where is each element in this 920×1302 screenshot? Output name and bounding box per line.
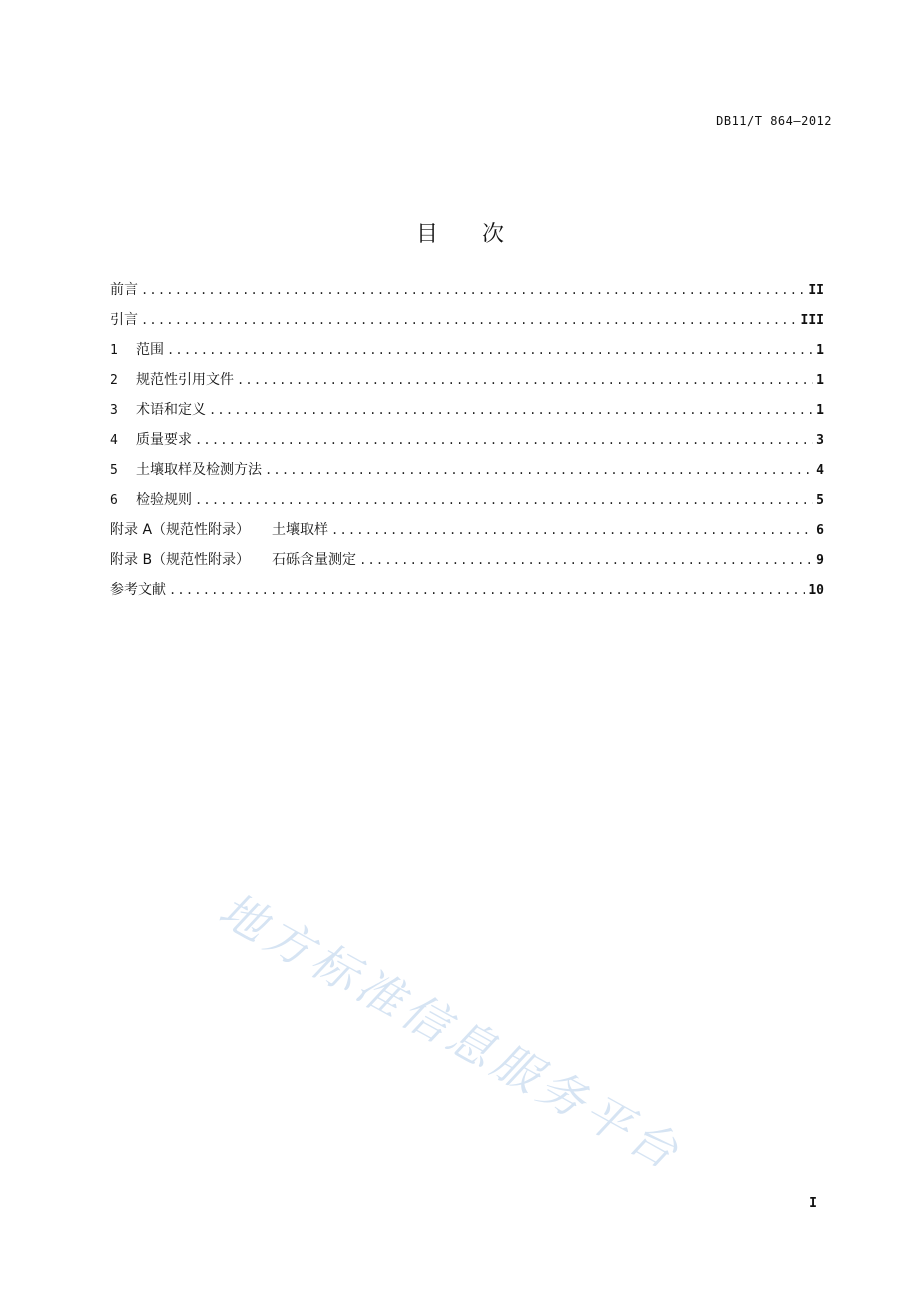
toc-leader-dots bbox=[331, 523, 813, 537]
toc-entry-label: 规范性引用文件 bbox=[136, 372, 234, 388]
toc-entry-label: 土壤取样及检测方法 bbox=[136, 462, 262, 478]
toc-entry-appendix-b[interactable] bbox=[110, 549, 824, 579]
toc-entry-terms-definitions[interactable] bbox=[110, 399, 824, 429]
watermark-text: 地方标准信息服务平台 bbox=[210, 882, 692, 1182]
toc-entry-page: 5 bbox=[816, 493, 824, 508]
toc-entry-page: 1 bbox=[816, 343, 824, 358]
toc-leader-dots bbox=[141, 283, 805, 297]
toc-entry-label: 检验规则 bbox=[136, 492, 192, 508]
toc-entry-label: 前言 bbox=[110, 282, 138, 298]
toc-entry-label: 质量要求 bbox=[136, 432, 192, 448]
toc-leader-dots bbox=[359, 553, 813, 567]
toc-leader-dots bbox=[167, 343, 813, 357]
toc-entry-inspection-rules[interactable] bbox=[110, 489, 824, 519]
toc-entry-introduction[interactable] bbox=[110, 309, 824, 339]
toc-entry-page: 6 bbox=[816, 523, 824, 538]
toc-entry-page: 10 bbox=[808, 583, 824, 598]
toc-entry-bibliography[interactable] bbox=[110, 579, 824, 609]
toc-entry-label: 引言 bbox=[110, 312, 138, 328]
toc-entry-number: 1 bbox=[110, 343, 118, 358]
toc-leader-dots bbox=[195, 493, 813, 507]
toc-entry-subtitle: 土壤取样 bbox=[272, 522, 329, 538]
toc-title-char: 目 bbox=[415, 221, 438, 247]
toc-entry-appendix-a[interactable] bbox=[110, 519, 824, 549]
toc-entry-label: 范围 bbox=[136, 342, 164, 358]
toc-entry-number: 2 bbox=[110, 373, 118, 388]
toc-entry-number: 4 bbox=[110, 433, 118, 448]
toc-entry-page: III bbox=[800, 313, 824, 328]
document-code: DB11/T 864—2012 bbox=[716, 114, 832, 128]
toc-entry-label: 参考文献 bbox=[110, 582, 166, 598]
toc-entry-page: 3 bbox=[816, 433, 824, 448]
toc-leader-dots bbox=[195, 433, 813, 447]
toc-entry-preface[interactable] bbox=[110, 279, 824, 309]
toc-entry-number: 6 bbox=[110, 493, 118, 508]
toc-entry-page: 1 bbox=[816, 403, 824, 418]
toc-entry-sampling-methods[interactable] bbox=[110, 459, 824, 489]
toc-entry-page: II bbox=[808, 283, 824, 298]
toc-entry-label: 术语和定义 bbox=[136, 402, 206, 418]
toc-entry-scope[interactable] bbox=[110, 339, 824, 369]
page-number: I bbox=[809, 1196, 817, 1211]
toc-leader-dots bbox=[209, 403, 813, 417]
toc-entry-page: 1 bbox=[816, 373, 824, 388]
toc-title bbox=[0, 217, 920, 248]
toc-entry-quality-requirements[interactable] bbox=[110, 429, 824, 459]
toc-leader-dots bbox=[237, 373, 813, 387]
toc-entry-label: 附录 B（规范性附录） bbox=[110, 552, 251, 568]
toc-title-char: 次 bbox=[482, 221, 505, 247]
toc-leader-dots bbox=[141, 313, 798, 327]
toc-leader-dots bbox=[265, 463, 813, 477]
toc-entry-subtitle: 石砾含量测定 bbox=[272, 552, 357, 568]
toc-entry-normative-references[interactable] bbox=[110, 369, 824, 399]
toc-entry-label: 附录 A（规范性附录） bbox=[110, 522, 251, 538]
toc-entry-number: 5 bbox=[110, 463, 118, 478]
table-of-contents bbox=[110, 279, 824, 609]
toc-leader-dots bbox=[169, 583, 805, 597]
toc-entry-number: 3 bbox=[110, 403, 118, 418]
toc-entry-page: 9 bbox=[816, 553, 824, 568]
toc-entry-page: 4 bbox=[816, 463, 824, 478]
